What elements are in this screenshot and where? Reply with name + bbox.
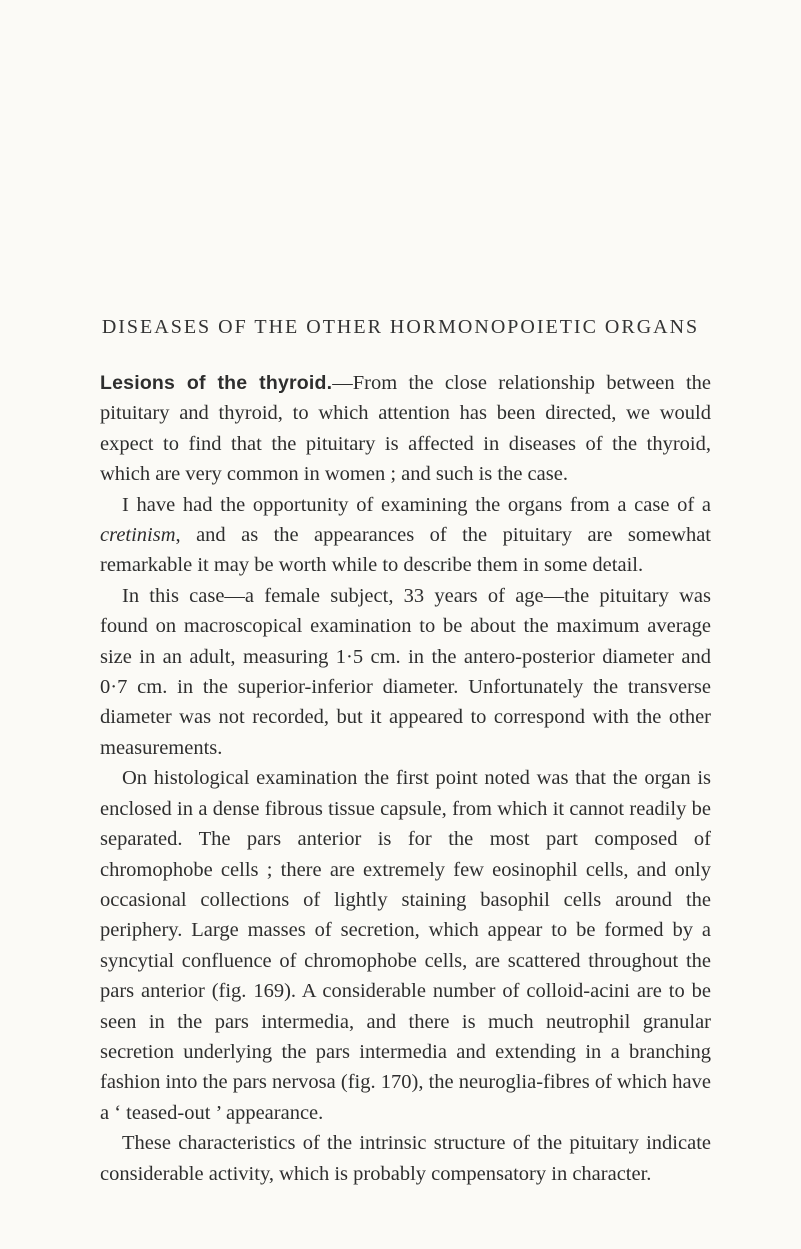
paragraph-3: In this case—a female subject, 33 years of age—the pituitary was found on macroscopical examination to be about the maximum average size in an adult, measuring 1·5 cm. in the antero-posterior diameter and 0·7 cm. in the superior-inferior diameter. Unfortunately the transverse diameter was not recorded, but it appeared to correspond with the other measurements. bbox=[100, 584, 711, 759]
paragraph-2-text-b: , and as the appearances of the pituitary are somewhat remarkable it may be worth while to describe them in some detail. bbox=[100, 524, 711, 577]
emphasis-cretinism: cretinism bbox=[100, 524, 176, 547]
section-heading: Lesions of the thyroid. bbox=[100, 372, 333, 394]
paragraph-1-text: —From the close relationship between the pituitary and thyroid, to which attention has been directed, we would expect to find that the pituitary is affected in diseases of the thyroid, which are very common in women ; and such is the case. bbox=[100, 372, 711, 486]
paragraph-5: These characteristics of the intrinsic structure of the pituitary indicate considerable activity, which is probably compensatory in character. bbox=[100, 1132, 711, 1185]
paragraph-4: On histological examination the first point noted was that the organ is enclosed in a dense fibrous tissue capsule, from which it cannot readily be separated. The pars anterior is for the most part composed of chromophobe cells ; there are extremely few eosinophil cells, and only occasional collections of lightly staining basophil cells around the periphery. Large masses of secretion, which appear to be formed by a syncytial confluence of chromophobe cells, are scattered throughout the pars anterior (fig. 169). A considerable number of colloid-acini are to be seen in the pars intermedia, and there is much neutrophil granular secretion underlying the pars intermedia and extending in a branching fashion into the pars nervosa (fig. 170), the neuroglia-fibres of which have a ‘ teased-out ’ appearance. bbox=[100, 767, 711, 1124]
running-head: DISEASES OF THE OTHER HORMONOPOIETIC ORGANS bbox=[101, 316, 700, 338]
paragraph-2 bbox=[100, 490, 711, 581]
paragraph-2-text-a: I have had the opportunity of examining the organs from a case of a bbox=[122, 493, 711, 516]
paragraph-1 bbox=[100, 368, 711, 490]
body-text bbox=[100, 368, 711, 1189]
